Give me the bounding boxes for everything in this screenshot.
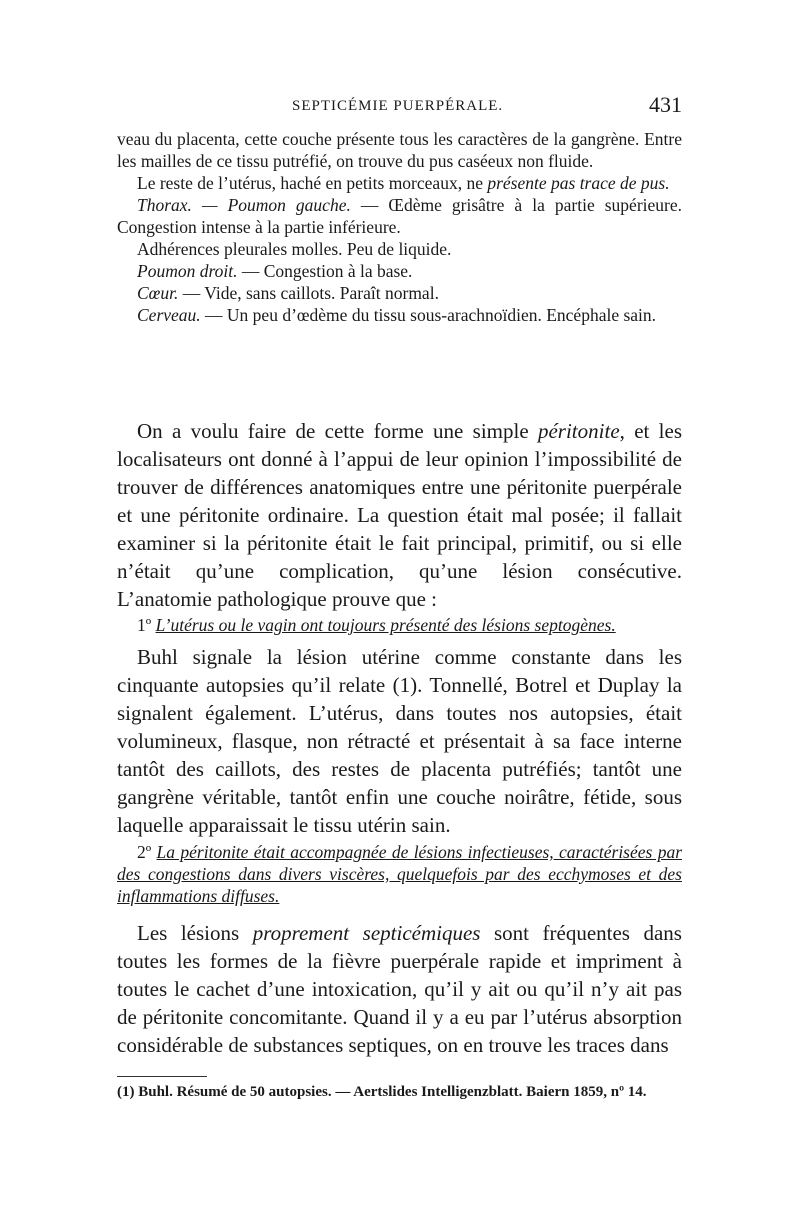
footnote: (1) Buhl. Résumé de 50 autopsies. — Aertslides Intelligenzblatt. Baiern 1859, nº 14. — [117, 1084, 647, 1100]
numbered-item-2: 2º La péritonite était accompagnée de lésions infectieuses, caractérisées par des congestions dans divers viscères, quelquefois par des ecchymoses et des inflammations diffuses. — [117, 842, 682, 906]
heart-note: Cœur. — Vide, sans caillots. Paraît normal. — [137, 283, 439, 303]
page-number: 431 — [649, 92, 682, 117]
paragraph: On a voulu faire de cette forme une simple péritonite, et les localisateurs ont donné à l’appui de leur opinion l’impossibilité de trouver de différences anatomiques entre une péritonite puerpérale et une péritonite ordinaire. La question était mal posée; il fallait examiner si la péritonite était le fait principal, primitif, ou si elle n’était qu’une complication, qu’une lésion consécutive. L’anatomie pathologique prouve que : — [117, 419, 682, 611]
paragraph: Les lésions proprement septicémiques sont fréquentes dans toutes les formes de la fièvre puerpérale rapide et impriment à toutes le cachet d’une intoxication, qu’il y ait ou qu’il n’y ait pas de péritonite concomitante. Quand il y a eu par l’utérus absorption considérable de substances septiques, on en trouve les traces dans — [117, 921, 682, 1057]
item-number: 1º — [137, 615, 156, 635]
thorax-note: Thorax. — Poumon gauche. — Œdème grisâtre à la partie supérieure. Congestion intense à la partie inférieure. — [117, 195, 683, 237]
paragraph: Le reste de l’utérus, haché en petits morceaux, ne présente pas trace de pus. — [137, 173, 670, 193]
body-paragraph — [117, 417, 682, 613]
footnote-divider — [117, 1076, 207, 1077]
page-header — [117, 94, 682, 124]
paragraph: veau du placenta, cette couche présente tous les caractères de la gangrène. Entre les mailles de ce tissu putréfié, on trouve du pus caséeux non fluide. — [117, 129, 682, 171]
body-paragraph — [117, 643, 682, 839]
body-paragraph — [117, 919, 682, 1059]
paragraph: Adhérences pleurales molles. Peu de liquide. — [137, 239, 452, 259]
autopsy-notes — [117, 128, 682, 326]
numbered-item-1: 1º L’utérus ou le vagin ont toujours présenté des lésions septogènes. — [137, 615, 616, 635]
paragraph: Buhl signale la lésion utérine comme constante dans les cinquante autopsies qu’il relate (1). Tonnellé, Botrel et Duplay la signalent également. L’utérus, dans toutes nos autopsies, était volumineux, flasque, non rétracté et présentait à sa face interne tantôt des caillots, des restes de placenta putréfiés; tantôt une gangrène véritable, tantôt enfin une couche noirâtre, fétide, sous laquelle apparaissait le tissu utérin sain. — [117, 645, 682, 837]
right-lung-note: Poumon droit. — Congestion à la base. — [137, 261, 413, 281]
brain-note: Cerveau. — Un peu d’œdème du tissu sous-arachnoïdien. Encéphale sain. — [137, 305, 657, 325]
item-number: 2º — [137, 842, 157, 862]
running-title: SEPTICÉMIE PUERPÉRALE. — [292, 98, 504, 114]
